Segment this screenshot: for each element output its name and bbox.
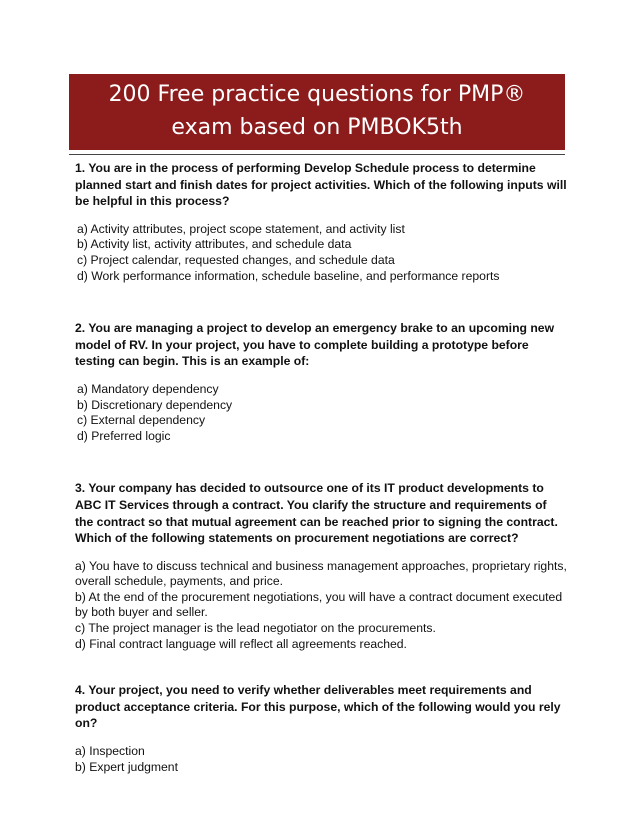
question-4-text: 4. Your project, you need to verify whether deliverables meet requirements and product acceptance criteria. For this purpose, which of the following would you rely on? <box>75 683 561 731</box>
question-3-option-d: d) Final contract language will reflect all agreements reached. <box>75 636 407 651</box>
question-3-option-b: b) At the end of the procurement negotiations, you will have a contract document executed by both buyer and seller. <box>75 589 563 620</box>
question-4-option-b: b) Expert judgment <box>75 759 178 774</box>
question-4-options <box>75 744 567 775</box>
question-list <box>75 160 567 811</box>
question-4-option-a: a) Inspection <box>75 744 145 759</box>
question-1 <box>75 160 567 284</box>
title-line-2: exam based on PMBOK5th <box>171 115 463 140</box>
title-divider <box>69 154 565 155</box>
title-line-1: 200 Free practice questions for PMP® <box>108 82 526 107</box>
question-3-text: 3. Your company has decided to outsource one of its IT product developments to ABC IT Services through a contract. You clarify the structure and requirements of the contract so that mutual agreement can be reached prior to signing the contract. Which of the following statements on procurement negotiations are correct? <box>75 481 558 546</box>
question-4 <box>75 682 567 775</box>
question-2-option-d: d) Preferred logic <box>77 428 171 443</box>
question-1-text: 1. You are in the process of performing Develop Schedule process to determine planned start and finish dates for project activities. Which of the following inputs will be helpful in this process? <box>75 161 567 209</box>
question-3-options <box>75 559 567 653</box>
question-3-option-a: a) You have to discuss technical and business management approaches, proprietary rights, overall schedule, payments, and price. <box>75 558 567 589</box>
question-2-option-b: b) Discretionary dependency <box>77 397 233 412</box>
question-1-option-c: c) Project calendar, requested changes, and schedule data <box>77 252 395 267</box>
question-2 <box>75 320 567 444</box>
question-2-options <box>75 382 567 444</box>
question-1-options <box>75 222 567 284</box>
question-1-option-d: d) Work performance information, schedule baseline, and performance reports <box>77 268 500 283</box>
question-2-option-c: c) External dependency <box>77 413 206 428</box>
question-3 <box>75 480 567 652</box>
question-1-option-b: b) Activity list, activity attributes, and schedule data <box>77 237 352 252</box>
title-banner <box>69 74 565 150</box>
question-2-option-a: a) Mandatory dependency <box>77 381 219 396</box>
question-3-option-c: c) The project manager is the lead negotiator on the procurements. <box>75 621 436 636</box>
document-title <box>69 78 565 144</box>
question-1-option-a: a) Activity attributes, project scope statement, and activity list <box>77 221 405 236</box>
question-2-text: 2. You are managing a project to develop an emergency brake to an upcoming new model of RV. In your project, you have to complete building a prototype before testing can begin. This is an example of: <box>75 321 555 369</box>
